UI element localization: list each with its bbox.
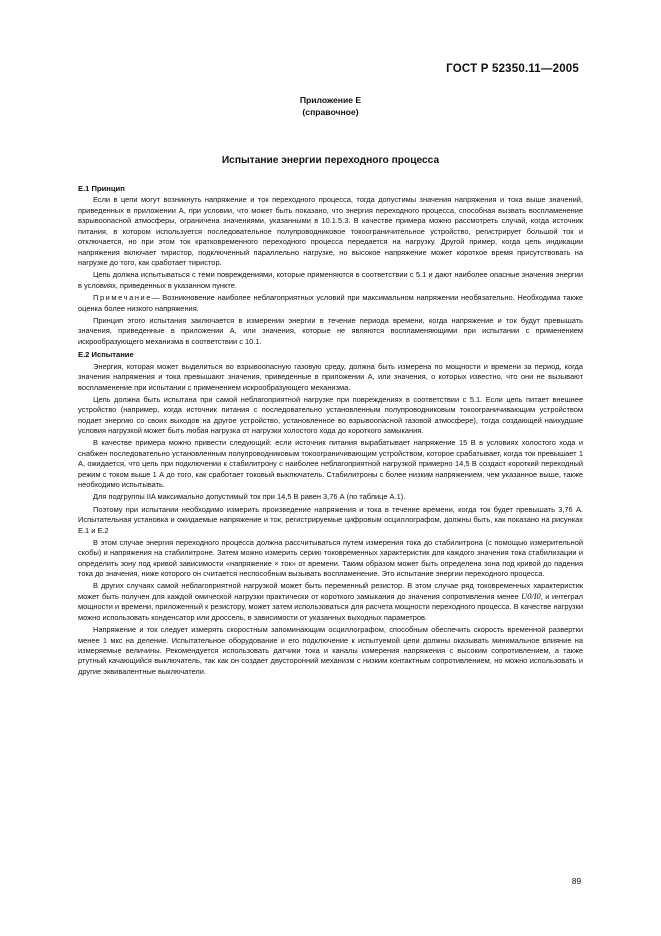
paragraph: Цепь должна испытываться с теми повреждениями, которые применяются в соответствии с 5.1 и дают наиболее опасные значения энергии в условиях, приведенных в указанном пункте. xyxy=(78,270,583,290)
paragraph: Принцип этого испытания заключается в измерении энергии в течение периода времени, когда напряжение и ток будут превышать значения, приведенные в приложении А, или значения, которые не являются воспламеняющими при испытании с применением искрообразующего механизма в соответствии с 10.1. xyxy=(78,315,583,346)
page-number: 89 xyxy=(571,877,581,886)
paragraph: Цепь должна быть испытана при самой неблагоприятной нагрузке при повреждениях в соответствии с 5.1. Если цепь питает внешнее устройство (например, когда источник питания с последовательно установленным полупроводниковым токоограничивающим устройством подает энергию со своих выходов на другое устройство, установленное во взрывоопасной газовой атмосфере), тогда создающей наихудшие условия нагрузкой может быть любая нагрузка от нагрузки холостого хода до короткого замыкания. xyxy=(78,394,583,436)
note-text: — Возникновение наиболее неблагоприятных условий при максимальном напряжении необязательно. Необходима также оценка более низкого напряжения. xyxy=(78,293,583,313)
appendix-kind: (справочное) xyxy=(302,107,359,117)
appendix-heading xyxy=(0,94,661,118)
paragraph-part: В других случаях самой неблагоприятной нагрузкой может быть переменный резистор. В этом случае ряд токовременных характеристик может быть получен для каждой омической нагрузки практически от короткого замыкания до значения сопротивления менее xyxy=(78,581,583,601)
section-heading-e1: Е.1 Принцип xyxy=(78,184,125,193)
note-label: Примечание xyxy=(93,293,153,303)
appendix-title: Испытание энергии переходного процесса xyxy=(221,155,440,166)
standard-designation: ГОСТ Р 52350.11—2005 xyxy=(446,63,579,75)
note xyxy=(78,293,583,314)
paragraph: Если в цепи могут возникнуть напряжение и ток переходного процесса, тогда допустимы значения напряжения и тока выше значений, приведенных в приложении А, при условии, что может быть показано, что энергия переходного процесса, способная вызвать воспламенение взрывоопасной атмосферы, ограничена значениями, указанными в 10.1.5.3. В качестве примера можно рассмотреть случай, когда источник питания, в котором используется последовательное полупроводниковое токоограничительное устройство, регистрирует большой ток и отключается, но при этом ток кратковременного переходного процесса передается на нагрузку. Другой пример, когда цепь индикации напряжения включает тиристор, подключенный параллельно нагрузке, но высокое напряжение может короткое время присутствовать на нагрузке до того, как сработает тиристор. xyxy=(78,195,583,268)
appendix-label: Приложение Е xyxy=(299,95,362,105)
section-heading-e2: Е.2 Испытание xyxy=(78,350,134,360)
appendix-body xyxy=(78,184,583,679)
paragraph: Напряжение и ток следует измерять скоростным запоминающим осциллографом, способным обеспечить скорость временной развертки менее 1 мкс на деление. Испытательное оборудование и его подключение к испытуемой цепи должны оказывать минимальное влияние на измеряемые величины. Рекомендуется использовать датчики тока и каналы измерения напряжения с высоким сопротивлением, а также ртутный качающийся выключатель, так как он создает двусторонний механизм с низким контактным сопротивлением, но можно использовать и другие эквивалентные выключатели. xyxy=(78,625,583,676)
paragraph: Энергия, которая может выделиться во взрывоопасную газовую среду, должна быть измерена по мощности и времени за период, когда значения напряжения и тока превышают значения, приведенные в приложении А, или значения, о которых известно, что они не вызывают воспламенение при испытании с применением искрообразующего механизма. xyxy=(78,361,583,392)
paragraph: Для подгруппы IIA максимально допустимый ток при 14,5 В равен 3,76 А (по таблице А.1). xyxy=(93,492,406,502)
paragraph-part: , и интеграл мощности и времени, приложенный к резистору, может затем использоваться для расчета мощности переходного процесса. В качестве нагрузки можно использовать конденсатор или дроссель, в зависимости от указанных выходных параметров. xyxy=(78,591,583,622)
paragraph: В этом случае энергия переходного процесса должна рассчитываться путем измерения тока до стабилитрона (с помощью измерительной скобы) и напряжения на стабилитроне. Затем можно измерить серию токовременных характеристик для каждого значения тока стабилизации и определить зону под кривой зависимости «напряжение × ток» от времени. Таким образом может быть определена зона под кривой до падения тока до значения, ниже которого он считается неспособным вызывать воспламенение. Это испытание энергии переходного процесса. xyxy=(78,537,583,579)
paragraph xyxy=(78,581,583,623)
paragraph: В качестве примера можно привести следующий: если источник питания вырабатывает напряжение 15 В в условиях холостого хода и снабжен последовательно установленным полупроводниковым токоограничивающим устройством, которое срабатывает, когда ток превышает 1 А, ожидается, что цепь при подключении к стабилитрону с наиболее неблагоприятной нагрузкой примерно 14,5 В создаст короткий переходный режим с током выше 1 А до того, как сработает токовый выключатель. Стабилитроны с более низким напряжением, чем указанное выше, также необходимо испытывать. xyxy=(78,438,583,490)
paragraph: Поэтому при испытании необходимо измерить произведение напряжения и тока в течение времени, когда ток будет превышать 3,76 А. Испытательная установка и ожидаемые напряжение и ток, регистрируемые цифровым осциллографом, должны быть, как показано на рисунках Е.1 и Е.2 xyxy=(78,504,583,535)
ratio-formula: U0/I0 xyxy=(521,591,541,601)
